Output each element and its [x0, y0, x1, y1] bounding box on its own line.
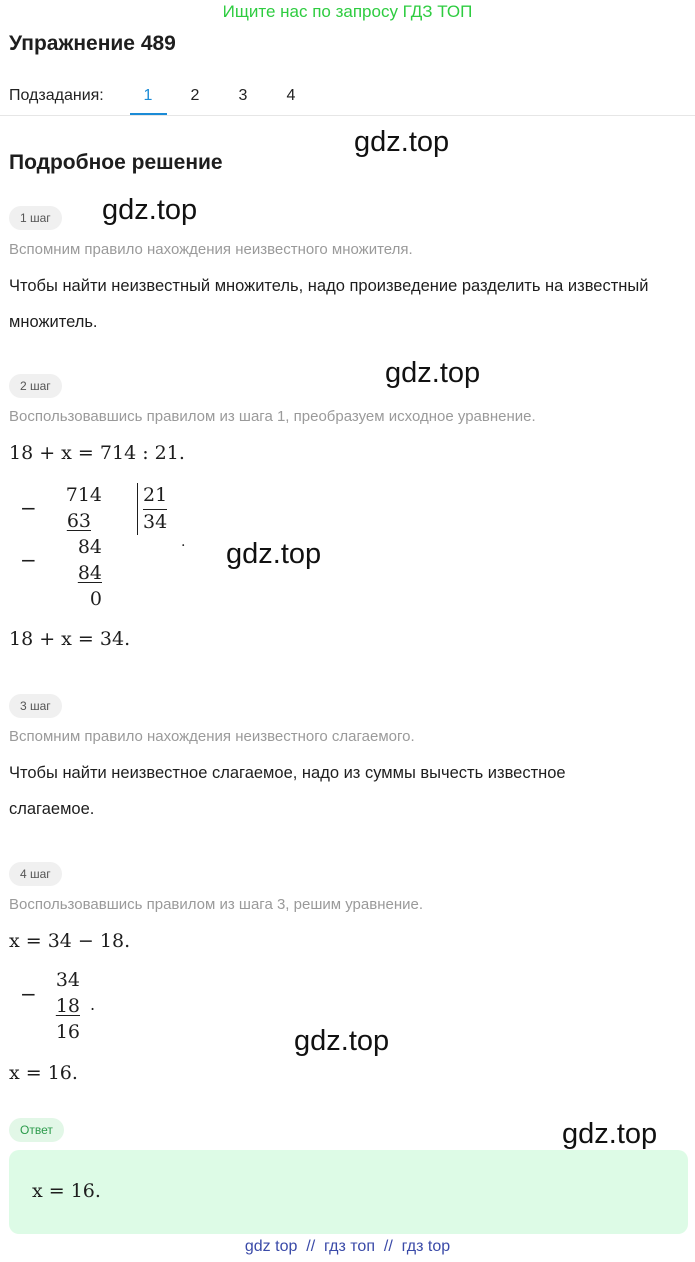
- minus-sign: −: [20, 982, 37, 1006]
- tab-3[interactable]: 3: [238, 87, 248, 104]
- watermark: gdz.top: [226, 538, 322, 570]
- step-text: Чтобы найти неизвестное слагаемое, надо из суммы вычесть известное слагаемое.: [9, 764, 566, 818]
- watermark: gdz.top: [294, 1025, 390, 1057]
- tab-4[interactable]: 4: [286, 87, 296, 104]
- trailing-dot: .: [181, 534, 186, 550]
- dividend: 714: [65, 484, 102, 506]
- divisor-line: [143, 509, 167, 510]
- remainder: 0: [89, 588, 102, 610]
- quotient: 34: [143, 511, 168, 533]
- answer-badge: Ответ: [9, 1118, 64, 1142]
- equation: 18 + x = 34.: [9, 628, 131, 650]
- equation: 18 + x = 714 : 21.: [9, 442, 185, 464]
- step-hint: Воспользовавшись правилом из шага 3, решим уравнение.: [9, 896, 423, 913]
- answer-box: [9, 1150, 688, 1234]
- active-tab-indicator: [130, 113, 167, 115]
- watermark: gdz.top: [102, 194, 198, 226]
- step-badge: 2 шаг: [9, 374, 62, 398]
- page-title: Упражнение 489: [9, 32, 176, 55]
- step-hint: Воспользовавшись правилом из шага 1, преобразуем исходное уравнение.: [9, 408, 536, 425]
- difference: 16: [55, 1021, 80, 1043]
- partial-product: 63: [66, 510, 91, 532]
- tab-1[interactable]: 1: [143, 87, 153, 104]
- trailing-dot: .: [90, 995, 96, 1014]
- intermediate-value: 84: [77, 536, 102, 558]
- answer-value: x = 16.: [32, 1180, 101, 1202]
- minuend: 34: [55, 969, 80, 991]
- tab-2[interactable]: 2: [190, 87, 200, 104]
- watermark: gdz.top: [385, 357, 481, 389]
- division-bar: [137, 483, 138, 535]
- section-title: Подробное решение: [9, 151, 223, 174]
- equation: x = 16.: [9, 1062, 78, 1084]
- step-badge: 4 шаг: [9, 862, 62, 886]
- minus-sign: −: [20, 496, 37, 520]
- footer-links[interactable]: gdz top // гдз топ // гдз top: [244, 1238, 451, 1255]
- equation: x = 34 − 18.: [9, 930, 131, 952]
- watermark: gdz.top: [354, 126, 450, 158]
- divisor: 21: [143, 484, 168, 506]
- step-badge: 3 шаг: [9, 694, 62, 718]
- step-badge: 1 шаг: [9, 206, 62, 230]
- watermark: gdz.top: [562, 1118, 658, 1150]
- tabs-divider: [0, 115, 695, 116]
- step-hint: Вспомним правило нахождения неизвестного множителя.: [9, 241, 413, 258]
- step-text: Чтобы найти неизвестный множитель, надо произведение разделить на известный множитель.: [9, 277, 649, 331]
- partial-product: 84: [77, 562, 102, 584]
- search-hint-banner: Ищите нас по запросу ГДЗ ТОП: [222, 2, 473, 21]
- minus-sign: −: [20, 548, 37, 572]
- subtasks-label: Подзадания:: [9, 87, 104, 104]
- step-hint: Вспомним правило нахождения неизвестного слагаемого.: [9, 728, 415, 745]
- subtrahend: 18: [55, 995, 80, 1017]
